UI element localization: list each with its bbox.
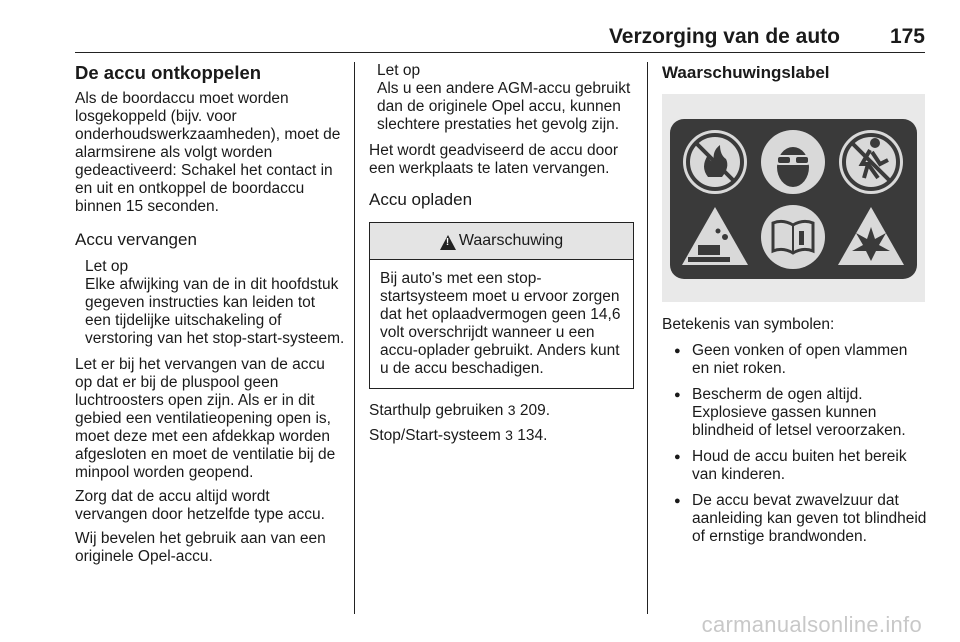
cross-reference: Starthulp gebruiken 3 209. — [369, 402, 551, 419]
column-divider — [647, 62, 648, 614]
column-right — [662, 62, 927, 554]
warning-header — [370, 223, 633, 260]
list-item: ● Bescherm de ogen altijd. Explosieve gassen kunnen blindheid of letsel veroorzaken. — [662, 386, 927, 440]
keep-children-away-icon — [839, 130, 903, 194]
paragraph: Het wordt geadviseerd de accu door een werkplaats te laten vervangen. — [369, 142, 619, 177]
reference-arrow-icon: 3 — [507, 402, 516, 418]
warning-box — [369, 222, 634, 389]
warning-label — [670, 119, 917, 279]
paragraph: Wij bevelen het gebruik aan van een originele Opel-accu. — [75, 530, 326, 565]
column-divider — [354, 62, 355, 614]
heading-disconnect: De accu ontkoppelen — [75, 62, 262, 83]
symbols-intro: Betekenis van symbolen: — [662, 316, 835, 333]
acid-warning-icon — [682, 207, 748, 265]
paragraph: Let er bij het vervangen van de accu op dat er bij de pluspool geen luchtroosters open zijn. Als er in dit gebied een ventilatieopening open is, moet deze met een afdekkap worden afgesloten en moet de ventilatie bij de minpool worden geopend. — [75, 356, 336, 481]
list-item: ● Houd de accu buiten het bereik van kinderen. — [662, 448, 927, 484]
read-manual-icon — [761, 205, 825, 269]
paragraph: Zorg dat de accu altijd wordt vervangen door hetzelfde type accu. — [75, 488, 325, 523]
no-flame-icon — [683, 130, 747, 194]
symbol-list — [662, 342, 927, 546]
note-title: Let op — [377, 62, 421, 79]
list-item: ● Geen vonken of open vlammen en niet roken. — [662, 342, 927, 378]
list-item: ● De accu bevat zwavelzuur dat aanleiding kan geven tot blindheid of ernstige brandwonden. — [662, 492, 927, 546]
warning-text: Bij auto's met een stop-startsysteem moet u ervoor zorgen dat het oplaadvermogen geen 14,6 volt overschrijdt wanneer u een accu-oplader gebruikt. Anders kunt u de accu beschadigen. — [380, 270, 621, 377]
paragraph: Als de boordaccu moet worden losgekoppeld (bijv. voor onderhoudswerkzaamheden), moet de alarmsirene als volgt worden gedeactiveerd: Schakel het contact in en uit en ontkoppel de boordaccu binnen 15 seconden. — [75, 90, 341, 215]
note-title: Let op — [85, 258, 129, 275]
warning-label-image — [662, 94, 925, 302]
note-box — [75, 258, 345, 348]
note-text: Elke afwijking van de in dit hoofdstuk gegeven instructies kan leiden tot een tijdelijke uitschakeling of verstoring van het stop-start-systeem. — [85, 276, 345, 347]
page-number: 175 — [889, 25, 925, 48]
note-box — [369, 62, 634, 134]
section-title: Verzorging van de auto — [608, 25, 840, 48]
page-header — [75, 24, 925, 53]
watermark: carmanualsonline.info — [701, 612, 922, 637]
warning-title: Waarschuwing — [458, 232, 564, 249]
warning-triangle-icon: ! — [440, 235, 456, 250]
heading-replace: Accu vervangen — [75, 230, 197, 249]
column-middle — [369, 62, 634, 451]
eye-protection-icon — [761, 130, 825, 194]
explosion-warning-icon — [838, 207, 904, 265]
heading-charge: Accu opladen — [369, 190, 473, 209]
reference-arrow-icon: 3 — [505, 427, 513, 443]
heading-label: Waarschuwingslabel — [662, 63, 830, 82]
note-text: Als u een andere AGM-accu gebruikt dan de originele Opel accu, kunnen slechtere prestaties het gevolg zijn. — [377, 80, 631, 133]
cross-reference: Stop/Start-systeem 3 134. — [369, 427, 548, 444]
column-left — [75, 62, 345, 572]
